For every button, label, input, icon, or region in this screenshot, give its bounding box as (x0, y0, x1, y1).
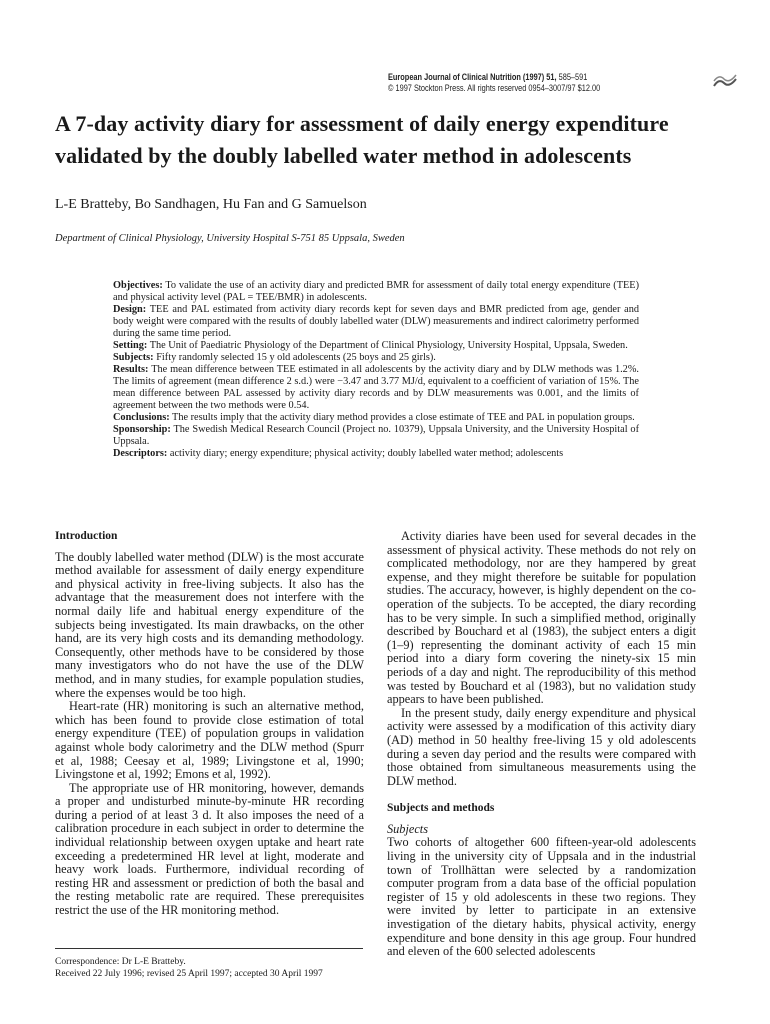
right-paragraph-2: In the present study, daily energy expenditure and physical activity were assessed by a modification of this activity diary (AD) method in 50 healthy free-living 15 y old adolescents during a seven day period and the results were compared with those obtained from simultaneous measurements using the DLW method. (387, 705, 696, 788)
journal-pages: 585–591 (558, 72, 588, 82)
right-paragraph-1: Activity diaries have been used for several decades in the assessment of physical activity. These methods do not rely on complicated methodology, nor are they hampered by great expense, and they might therefore be suitable for population studies. The accuracy, however, is highly dependent on the co-operation of the subjects. To be accepted, the diary recording has to be very simple. In such a simplified method, originally described by Bouchard et al (1983), the subject enters a digit (1–9) representing the dominant activity of each 15 min period into a diary form covering the ninety-six 15 min periods of a day and night. The reproducibility of this method was tested by Bouchard et al (1983), but no validation study appears to have been published. (387, 529, 696, 707)
right-column (387, 530, 696, 959)
intro-paragraph-2: Heart-rate (HR) monitoring is such an alternative method, which has been found to provide close estimation of total energy expenditure (TEE) of population groups in validation against whole body calorimetry and the DLW method (Spurr et al, 1988; Ceesay et al, 1989; Livingstone et al, 1990; Livingstone et al, 1992; Emons et al, 1992). (55, 699, 364, 782)
abstract-design: Design: TEE and PAL estimated from activity diary records kept for seven days and BMR predicted from age, gender and body weight were compared with the results of doubly labelled water (DLW) measurements and indirect calorimetry performed during the same time period. (113, 304, 640, 339)
abstract (113, 280, 639, 460)
intro-paragraph-1: The doubly labelled water method (DLW) is the most accurate method available for assessment of daily energy expenditure and physical activity in free-living subjects. It also has the advantage that the measurement does not interfere with the normal daily life and habitual energy expenditure of the subjects being investigated. Its main drawbacks, on the other hand, are its very high costs and its demanding methodology. Consequently, other methods have to be considered by those many investigators who do not have the use of the DLW method, and in many studies, for example population studies, where the expenses would be too high. (55, 549, 364, 700)
abstract-conclusions: Conclusions: The results imply that the activity diary method provides a close estimate of TEE and PAL in population groups. (113, 412, 635, 423)
abstract-results: Results: The mean difference between TEE estimated in all adolescents by the activity diary and by DLW methods was 1.2%. The limits of agreement (mean difference 2 s.d.) were −3.47 and 3.77 MJ/d, equivalent to a coefficient of variation of 15%. The mean difference between PAL assessed by activity diary records and by DLW measurements was 0.001, and the limits of agreement between the two methods were 0.54. (113, 364, 639, 411)
journal-header (388, 72, 600, 94)
correspondence: Correspondence: Dr L-E Bratteby. (55, 957, 186, 967)
affiliation: Department of Clinical Physiology, University Hospital S-751 85 Uppsala, Sweden (55, 233, 405, 244)
abstract-objectives: Objectives: To validate the use of an activity diary and predicted BMR for assessment of daily total energy expenditure (TEE) and physical activity level (PAL = TEE/BMR) in adolescents. (113, 280, 639, 303)
abstract-sponsorship: Sponsorship: The Swedish Medical Research Council (Project no. 10379), Uppsala University, and the University Hospital of Uppsala. (113, 424, 639, 447)
abstract-setting: Setting: The Unit of Paediatric Physiology of the Department of Clinical Physiology, University Hospital, Uppsala, Sweden. (113, 340, 628, 351)
journal-volume: 51, (546, 72, 557, 82)
copyright-line: © 1997 Stockton Press. All rights reserved 0954–3007/97 $12.00 (388, 83, 601, 93)
footnote-divider (55, 948, 363, 949)
intro-paragraph-3: The appropriate use of HR monitoring, however, demands a proper and undisturbed minute-by-minute HR recording during a period of at least 3 d. It also imposes the need of a calibration procedure in each subject in order to determine the individual relationship between oxygen uptake and heart rate exceeding a predetermined HR level at light, moderate and heavy work loads. Furthermore, individual recording of resting HR and assessment or prediction of both the basal and the resting metabolic rate are required. These prerequisites restrict the use of the HR monitoring method. (55, 780, 364, 918)
introduction-heading: Introduction (55, 530, 118, 542)
subjects-subheading: Subjects (387, 821, 428, 836)
left-column (55, 530, 364, 918)
received-dates: Received 22 July 1996; revised 25 April 1997; accepted 30 April 1997 (55, 969, 323, 979)
authors: L-E Bratteby, Bo Sandhagen, Hu Fan and G Samuelson (55, 197, 367, 212)
abstract-descriptors: Descriptors: activity diary; energy expenditure; physical activity; doubly labelled water method; adolescents (113, 448, 564, 459)
methods-heading: Subjects and methods (387, 802, 495, 815)
paper-title: A 7-day activity diary for assessment of daily energy expenditure validated by the doubly labelled water method in adolescents (55, 111, 669, 168)
publisher-logo-icon (712, 74, 738, 90)
footnote (55, 956, 375, 980)
journal-name: European Journal of Clinical Nutrition (1997) (388, 72, 545, 82)
abstract-subjects: Subjects: Fifty randomly selected 15 y old adolescents (25 boys and 25 girls). (113, 352, 436, 363)
subjects-paragraph: Two cohorts of altogether 600 fifteen-year-old adolescents living in the university city of Uppsala and in the industrial town of Trollhättan were selected by a randomization computer program from a data base of the official population register of 15 y old adolescents in these two regions. They were invited by letter to participate in an extensive investigation of the dietary habits, physical activity, energy expenditure and bone density in this age group. Four hundred and eleven of the 600 selected adolescents (387, 835, 696, 959)
